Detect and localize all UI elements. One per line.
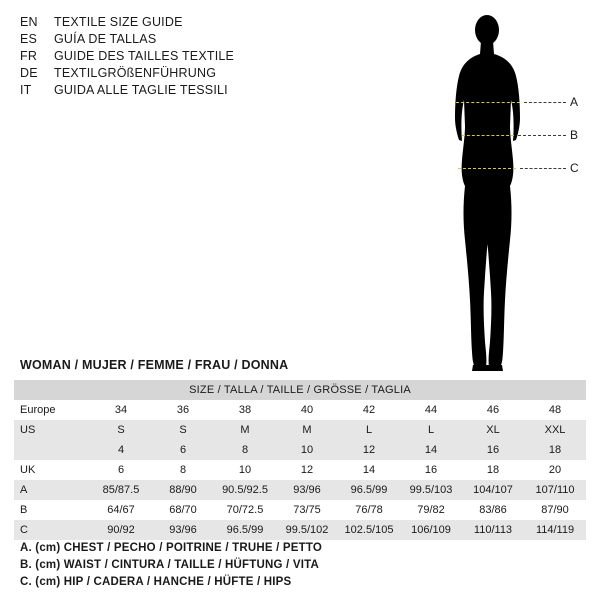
cell: 6 bbox=[152, 440, 214, 460]
language-code: DE bbox=[20, 66, 38, 80]
size-table-wrapper bbox=[14, 380, 586, 540]
cell: 76/78 bbox=[338, 500, 400, 520]
chest-leader-line bbox=[524, 102, 566, 103]
language-row bbox=[20, 48, 350, 65]
cell: 36 bbox=[152, 400, 214, 420]
language-row bbox=[20, 31, 350, 48]
cell: 96.5/99 bbox=[214, 520, 276, 540]
cell: 34 bbox=[90, 400, 152, 420]
cell: 44 bbox=[400, 400, 462, 420]
table-row bbox=[14, 440, 586, 460]
marker-label-b: B bbox=[570, 128, 579, 142]
table-row bbox=[14, 520, 586, 540]
cell: 12 bbox=[276, 460, 338, 480]
cell: 79/82 bbox=[400, 500, 462, 520]
cell: 16 bbox=[400, 460, 462, 480]
language-row bbox=[20, 65, 350, 82]
table-row bbox=[14, 420, 586, 440]
cell: 4 bbox=[90, 440, 152, 460]
language-code: ES bbox=[20, 32, 38, 46]
cell: 38 bbox=[214, 400, 276, 420]
language-row bbox=[20, 82, 350, 99]
cell: 6 bbox=[90, 460, 152, 480]
cell: S bbox=[90, 420, 152, 440]
cell: 114/119 bbox=[524, 520, 586, 540]
cell: 46 bbox=[462, 400, 524, 420]
measurement-legend bbox=[20, 540, 580, 591]
female-body-figure bbox=[420, 8, 600, 376]
size-table bbox=[14, 380, 586, 540]
cell: M bbox=[214, 420, 276, 440]
legend-item-b: B. (cm) WAIST / CINTURA / TAILLE / HÜFTUNG / VITA bbox=[20, 559, 319, 571]
language-list bbox=[20, 14, 350, 99]
row-label: B bbox=[14, 500, 90, 520]
cell: 16 bbox=[462, 440, 524, 460]
marker-label-a: A bbox=[570, 95, 579, 109]
hip-measure-line bbox=[458, 168, 516, 169]
cell: L bbox=[400, 420, 462, 440]
table-header-row bbox=[14, 380, 586, 400]
cell: 73/75 bbox=[276, 500, 338, 520]
cell: 14 bbox=[338, 460, 400, 480]
cell: 8 bbox=[152, 460, 214, 480]
cell: 96.5/99 bbox=[338, 480, 400, 500]
cell: 10 bbox=[214, 460, 276, 480]
table-row bbox=[14, 460, 586, 480]
waist-leader-line bbox=[518, 135, 566, 136]
cell: XXL bbox=[524, 420, 586, 440]
language-code: EN bbox=[20, 15, 38, 29]
cell: 104/107 bbox=[462, 480, 524, 500]
language-title: GUÍA DE TALLAS bbox=[54, 32, 157, 46]
cell: 93/96 bbox=[276, 480, 338, 500]
cell: 88/90 bbox=[152, 480, 214, 500]
cell: 18 bbox=[524, 440, 586, 460]
cell: XL bbox=[462, 420, 524, 440]
row-label: C bbox=[14, 520, 90, 540]
cell: 83/86 bbox=[462, 500, 524, 520]
cell: 48 bbox=[524, 400, 586, 420]
cell: 110/113 bbox=[462, 520, 524, 540]
cell: 70/72.5 bbox=[214, 500, 276, 520]
chest-measure-line bbox=[456, 102, 520, 103]
language-code: IT bbox=[20, 83, 32, 97]
cell: 14 bbox=[400, 440, 462, 460]
language-title: GUIDE DES TAILLES TEXTILE bbox=[54, 49, 235, 63]
cell: 64/67 bbox=[90, 500, 152, 520]
hip-leader-line bbox=[520, 168, 566, 169]
table-row bbox=[14, 400, 586, 420]
cell: S bbox=[152, 420, 214, 440]
language-row bbox=[20, 14, 350, 31]
cell: 85/87.5 bbox=[90, 480, 152, 500]
cell: 99.5/102 bbox=[276, 520, 338, 540]
row-label bbox=[14, 440, 90, 460]
cell: 99.5/103 bbox=[400, 480, 462, 500]
language-title: GUIDA ALLE TAGLIE TESSILI bbox=[54, 83, 228, 97]
row-label: UK bbox=[14, 460, 90, 480]
cell: 42 bbox=[338, 400, 400, 420]
female-silhouette-icon bbox=[420, 8, 600, 376]
cell: 90.5/92.5 bbox=[214, 480, 276, 500]
cell: 90/92 bbox=[90, 520, 152, 540]
cell: 87/90 bbox=[524, 500, 586, 520]
table-header-label: SIZE / TALLA / TAILLE / GRÖSSE / TAGLIA bbox=[14, 380, 586, 400]
marker-label-c: C bbox=[570, 161, 579, 175]
cell: 68/70 bbox=[152, 500, 214, 520]
section-title: WOMAN / MUJER / FEMME / FRAU / DONNA bbox=[20, 358, 289, 372]
row-label: A bbox=[14, 480, 90, 500]
row-label: US bbox=[14, 420, 90, 440]
language-code: FR bbox=[20, 49, 38, 63]
cell: 12 bbox=[338, 440, 400, 460]
cell: 106/109 bbox=[400, 520, 462, 540]
cell: 93/96 bbox=[152, 520, 214, 540]
cell: 107/110 bbox=[524, 480, 586, 500]
cell: 18 bbox=[462, 460, 524, 480]
waist-measure-line bbox=[462, 135, 514, 136]
cell: 20 bbox=[524, 460, 586, 480]
language-title: TEXTILGRÖßENFÜHRUNG bbox=[54, 66, 217, 80]
legend-item-c: C. (cm) HIP / CADERA / HANCHE / HÜFTE / HIPS bbox=[20, 576, 292, 588]
cell: M bbox=[276, 420, 338, 440]
table-row bbox=[14, 480, 586, 500]
row-label: Europe bbox=[14, 400, 90, 420]
cell: 102.5/105 bbox=[338, 520, 400, 540]
cell: L bbox=[338, 420, 400, 440]
cell: 40 bbox=[276, 400, 338, 420]
language-title: TEXTILE SIZE GUIDE bbox=[54, 15, 183, 29]
cell: 10 bbox=[276, 440, 338, 460]
cell: 8 bbox=[214, 440, 276, 460]
table-row bbox=[14, 500, 586, 520]
legend-item-a: A. (cm) CHEST / PECHO / POITRINE / TRUHE / PETTO bbox=[20, 542, 323, 554]
